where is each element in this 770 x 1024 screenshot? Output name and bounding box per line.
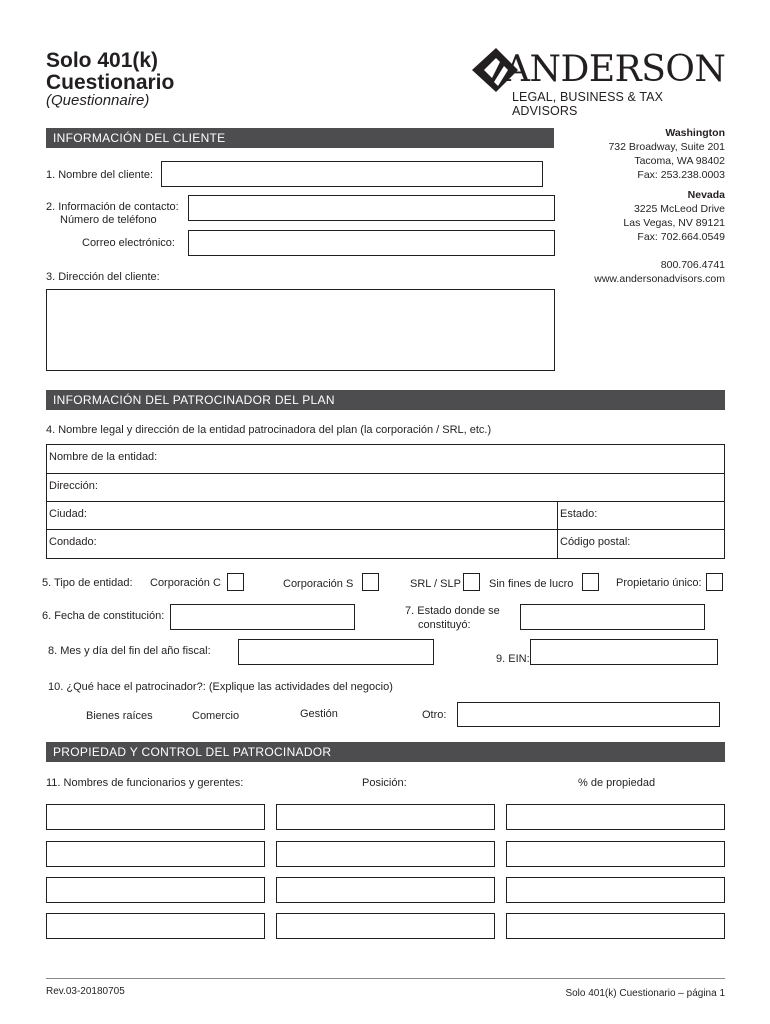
email-input[interactable] (188, 230, 555, 256)
other-label: Otro: (422, 709, 447, 721)
section-ownership-title: PROPIEDAD Y CONTROL DEL PATROCINADOR (53, 745, 332, 759)
anderson-logo (470, 46, 728, 118)
officer-position-input-3[interactable] (276, 877, 495, 903)
c-corp-checkbox[interactable] (227, 573, 244, 591)
zip-label: Código postal: (560, 536, 631, 548)
revision-label: Rev.03-20180705 (46, 986, 125, 997)
entity-name-label: Nombre de la entidad: (49, 451, 158, 463)
q4-label: 4. Nombre legal y dirección de la entidad patrocinadora del plan (la corporación / SRL, etc.) (46, 424, 492, 436)
logo-name: ANDERSON (504, 49, 726, 90)
county-field[interactable] (46, 529, 558, 559)
client-name-input[interactable] (161, 161, 543, 187)
management-option[interactable]: Gestión (300, 708, 338, 720)
officers-names-label: 11. Nombres de funcionarios y gerentes: (46, 777, 244, 789)
llc-checkbox[interactable] (463, 573, 480, 591)
officer-ownership-input-1[interactable] (506, 804, 725, 830)
ein-label: 9. EIN: (496, 653, 530, 665)
commerce-option[interactable]: Comercio (192, 710, 240, 722)
officer-name-input-4[interactable] (46, 913, 265, 939)
officer-ownership-input-4[interactable] (506, 913, 725, 939)
fiscal-year-end-label: 8. Mes y día del fin del año fiscal: (48, 645, 211, 657)
county-label: Condado: (49, 536, 97, 548)
officer-name-input-3[interactable] (46, 877, 265, 903)
llc-label: SRL / SLP (410, 578, 461, 590)
nevada-office-name: Nevada (687, 189, 725, 201)
client-name-label: 1. Nombre del cliente: (46, 169, 153, 181)
position-label: Posición: (362, 777, 407, 789)
contact-block (594, 258, 725, 286)
client-address-label: 3. Dirección del cliente: (46, 271, 160, 283)
nevada-address-line2: Las Vegas, NV 89121 (623, 217, 725, 229)
state-formed-label-line2: constituyó: (418, 619, 471, 631)
other-activity-input[interactable] (457, 702, 720, 727)
office-website[interactable]: www.andersonadvisors.com (594, 273, 725, 285)
c-corp-label: Corporación C (150, 577, 221, 589)
business-activity-label: 10. ¿Qué hace el patrocinador?: (Explique las actividades del negocio) (48, 681, 393, 693)
section-client-info-header (46, 128, 554, 148)
ein-input[interactable] (530, 639, 718, 665)
city-label: Ciudad: (49, 508, 87, 520)
real-estate-option[interactable]: Bienes raíces (86, 710, 153, 722)
office-phone: 800.706.4741 (660, 259, 725, 271)
page-number: Solo 401(k) Cuestionario – página 1 (565, 988, 725, 999)
form-subtitle: (Questionnaire) (46, 92, 150, 109)
entity-address-label: Dirección: (49, 480, 98, 492)
nonprofit-checkbox[interactable] (582, 573, 599, 591)
section-plan-sponsor-title: INFORMACIÓN DEL PATROCINADOR DEL PLAN (53, 393, 335, 407)
nevada-office (623, 188, 725, 244)
fiscal-year-end-input[interactable] (238, 639, 434, 665)
sole-prop-label: Propietario único: (616, 577, 702, 589)
s-corp-checkbox[interactable] (362, 573, 379, 591)
washington-office (608, 126, 725, 182)
entity-address-field[interactable] (46, 473, 725, 502)
city-field[interactable] (46, 501, 558, 530)
phone-input[interactable] (188, 195, 555, 221)
entity-name-field[interactable] (46, 444, 725, 474)
phone-label: Número de teléfono (60, 214, 157, 226)
nevada-fax: Fax: 702.664.0549 (637, 231, 725, 243)
zip-field[interactable] (557, 529, 725, 559)
s-corp-label: Corporación S (283, 578, 354, 590)
nonprofit-label: Sin fines de lucro (489, 578, 574, 590)
sole-prop-checkbox[interactable] (706, 573, 723, 591)
officer-name-input-2[interactable] (46, 841, 265, 867)
state-formed-label-line1: 7. Estado donde se (405, 605, 500, 617)
form-title-line2: Cuestionario (46, 71, 175, 94)
section-client-info-title: INFORMACIÓN DEL CLIENTE (53, 131, 226, 145)
email-label: Correo electrónico: (82, 237, 175, 249)
section-ownership-header (46, 742, 725, 762)
officer-ownership-input-2[interactable] (506, 841, 725, 867)
formation-date-label: 6. Fecha de constitución: (42, 610, 165, 622)
ownership-label: % de propiedad (578, 777, 656, 789)
officer-position-input-4[interactable] (276, 913, 495, 939)
logo-tagline: LEGAL, BUSINESS & TAX ADVISORS (512, 90, 664, 118)
contact-info-label: 2. Información de contacto: (46, 201, 179, 213)
washington-fax: Fax: 253.238.0003 (637, 169, 725, 181)
state-formed-input[interactable] (520, 604, 705, 630)
form-title-line1: Solo 401(k) (46, 49, 159, 72)
washington-address-line1: 732 Broadway, Suite 201 (608, 141, 725, 153)
washington-office-name: Washington (665, 127, 725, 139)
officer-name-input-1[interactable] (46, 804, 265, 830)
formation-date-input[interactable] (170, 604, 355, 630)
state-field[interactable] (557, 501, 725, 530)
entity-type-label: 5. Tipo de entidad: (42, 577, 133, 589)
officer-position-input-2[interactable] (276, 841, 495, 867)
officer-ownership-input-3[interactable] (506, 877, 725, 903)
washington-address-line2: Tacoma, WA 98402 (634, 155, 725, 167)
officer-position-input-1[interactable] (276, 804, 495, 830)
nevada-address-line1: 3225 McLeod Drive (633, 203, 725, 215)
client-address-input[interactable] (46, 289, 555, 371)
section-plan-sponsor-header (46, 390, 725, 410)
footer-divider (46, 978, 725, 979)
state-label: Estado: (560, 508, 598, 520)
